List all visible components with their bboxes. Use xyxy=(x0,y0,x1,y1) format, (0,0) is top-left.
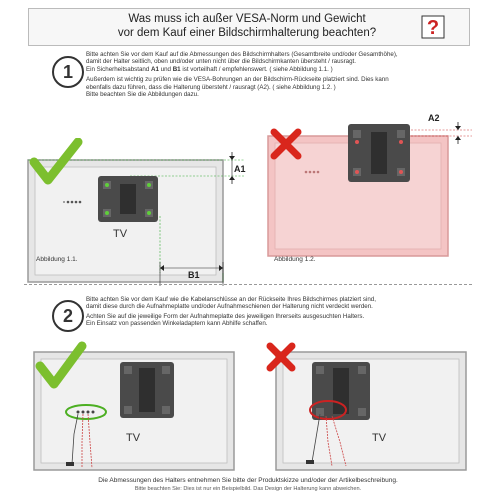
wall-bracket-2 xyxy=(120,362,174,418)
caption-fig-1-2: Abbildung 1.2. xyxy=(274,256,316,263)
footer-disclaimer: Bitte beachten Sie: Dies ist nur ein Beispielbild. Das Design der Halterung kann abweichen. xyxy=(134,486,362,492)
figure-1-1 xyxy=(20,138,248,288)
label-a2: A2 xyxy=(428,113,440,123)
figure-2-2 xyxy=(262,338,480,474)
label-b1: B1 xyxy=(188,270,200,280)
wall-bracket xyxy=(98,176,158,222)
wall-bracket-overhang xyxy=(348,124,410,182)
figure-1-2 xyxy=(262,112,480,262)
tv-label-3: TV xyxy=(372,432,387,444)
page-title: Was muss ich außer VESA-Norm und Gewicht vor dem Kauf einer Bildschirmhalterung beachten? xyxy=(117,13,377,39)
tv-label-1: TV xyxy=(113,228,128,240)
footer-note: Die Abmessungen des Halters entnehmen Sie bitte der Produktskizze und/oder der Artikelbeschreibung. xyxy=(98,477,398,484)
step-number-1: 1 xyxy=(52,56,84,88)
svg-text:?: ? xyxy=(426,17,440,39)
step-number-2: 2 xyxy=(52,300,84,332)
question-mark-icon xyxy=(421,15,445,39)
wall-bracket-3 xyxy=(312,362,370,420)
section1-text: Bitte achten Sie vor dem Kauf auf die Abmessungen des Bildschirmhalters (Gesamtbreite und/oder Gesamthöhe), damit der Halter seitlich, oben und/oder unten nicht über die Bildschirmkanten übersteht / rausragt. Ein Sicherheitsabstand A1 und B1 ist vorteilhaft / empfehlenswert. ( siehe Abbildung 1.1. ) Außerdem ist wichtig zu prüfen wie die VESA-Bohrungen an der Bildschirm-Rückseite platziert sind. Dies kann ebenfalls dazu führen, dass die Halterung übersteht / rausragt (A2). ( siehe Abbildung 1.2. ) Bitte beachten Sie die Abbildungen dazu. xyxy=(86,51,398,99)
caption-fig-1-1: Abbildung 1.1. xyxy=(36,256,78,263)
figure-2-1 xyxy=(20,338,248,474)
section2-text: Bitte achten Sie vor dem Kauf wie die Kabelanschlüsse an der Rückseite Ihres Bildschirmes platziert sind, damit diese durch die Aufnahmeplatte und/oder Aufnahmeschienen der Halterung nicht verdeckt werden. Achten Sie auf die jeweilige Form der Aufnahmeplatte des jeweiligen Ihrerseits ausgesuchten Halters. Ein Einsatz von passenden Winkeladaptern kann Abhilfe schaffen. xyxy=(86,296,376,328)
label-a1: A1 xyxy=(234,164,246,174)
header-banner xyxy=(28,8,470,46)
tv-label-2: TV xyxy=(126,432,141,444)
section-divider xyxy=(24,284,472,285)
